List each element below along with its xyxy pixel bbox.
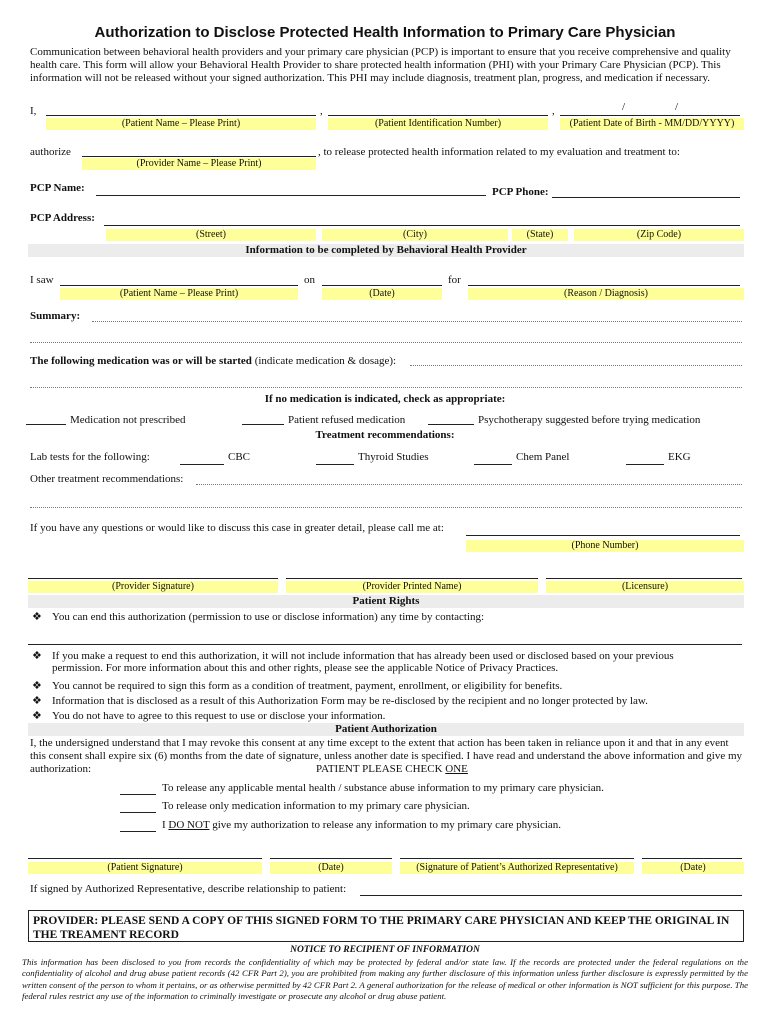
- authorize-label: authorize: [30, 146, 71, 158]
- patient-rights-heading: Patient Rights: [28, 595, 744, 608]
- medication-label: [30, 355, 396, 367]
- opt1-label: To release any applicable mental health / substance abuse information to my primary care physician.: [162, 782, 604, 794]
- thyroid-checkbox[interactable]: [316, 464, 354, 465]
- reason-label: (Reason / Diagnosis): [468, 288, 744, 300]
- intro-paragraph: Communication between behavioral health providers and your primary care physician (PCP) is important to ensure that you receive comprehensive and quality health care. This form will allow your Behavioral Health Provider to share protected health information (PHI) with your Primary Care Physician (PCP). This information will not be released without your signed authorization. This PHI may include diagnosis, treatment plan, progress, and medication if necessary.: [30, 46, 731, 84]
- provider-signature-field[interactable]: [28, 578, 278, 579]
- provider-signature-label: (Provider Signature): [28, 581, 278, 593]
- rep-signature-field[interactable]: [400, 858, 634, 859]
- patient-dob-field[interactable]: [560, 115, 740, 116]
- not-prescribed-checkbox[interactable]: [26, 424, 66, 425]
- patient-name-label: (Patient Name – Please Print): [46, 118, 316, 130]
- medication-rest: (indicate medication & dosage):: [251, 355, 397, 367]
- rights-bullet-2: ❖ If you make a request to end this authorization, it will not include information that has already been used or disclosed based on your previous: [32, 650, 674, 662]
- psychotherapy-label: Psychotherapy suggested before trying medication: [478, 414, 701, 426]
- refused-label: Patient refused medication: [288, 414, 406, 426]
- provider-printed-label: (Provider Printed Name): [286, 581, 538, 593]
- patient-id-label: (Patient Identification Number): [328, 118, 548, 130]
- provider-instruction-box: [28, 910, 744, 942]
- opt2-label: To release only medication information to my primary care physician.: [162, 800, 470, 812]
- licensure-label: (Licensure): [546, 581, 744, 593]
- i-saw-label: I saw: [30, 274, 54, 286]
- not-prescribed-label: Medication not prescribed: [70, 414, 186, 426]
- provider-instruction-text: PROVIDER: PLEASE SEND A COPY OF THIS SIGNED FORM TO THE PRIMARY CARE PHYSICIAN AND KEEP THE ORIGINAL IN THE TREAMENT RECORD: [33, 915, 730, 941]
- saw-patient-field[interactable]: [60, 285, 298, 286]
- thyroid-label: Thyroid Studies: [358, 451, 429, 463]
- for-label: for: [448, 274, 461, 286]
- licensure-field[interactable]: [546, 578, 742, 579]
- notice-text: This information has been disclosed to you from records the confidentiality of which may be protected by federal and/or state law. If the records are protected under the federal regulations on the confidentiality of alcohol and drug abuse patient records (42 CFR Part 2), you are prohibited from making any further disclosure of this information unless further disclosure is expressly permitted by the written consent of the person to whom it pertains, or as otherwise permitted by 42 CFR Part 2. A general authorization for the release of medical or other information is NOT sufficient for this purpose. The federal rules restrict any use of the information to criminally investigate or prosecute any alcohol or drug abuse patient.: [22, 957, 748, 1002]
- provider-name-label: (Provider Name – Please Print): [82, 158, 316, 170]
- saw-date-label: (Date): [322, 288, 442, 300]
- city-label: (City): [322, 229, 508, 241]
- pcp-address-field[interactable]: [104, 225, 740, 226]
- pcp-address-label: PCP Address:: [30, 212, 95, 224]
- rep-relationship-field[interactable]: [360, 895, 742, 896]
- patient-authorization-heading: Patient Authorization: [28, 723, 744, 736]
- summary-label: Summary:: [30, 310, 81, 322]
- treatment-heading: Treatment recommendations:: [315, 429, 455, 441]
- on-label: on: [304, 274, 315, 286]
- patient-date-field[interactable]: [270, 858, 392, 859]
- state-label: (State): [512, 229, 568, 241]
- patient-dob-label: (Patient Date of Birth - MM/DD/YYYY): [560, 118, 744, 130]
- medication-bold: The following medication was or will be started: [30, 355, 252, 367]
- rep-relationship-label: If signed by Authorized Representative, describe relationship to patient:: [30, 883, 347, 895]
- comma-1: ,: [320, 105, 323, 117]
- patient-id-field[interactable]: [328, 115, 548, 116]
- patient-signature-label: (Patient Signature): [28, 862, 262, 874]
- other-line-2[interactable]: [30, 507, 742, 508]
- form-title: Authorization to Disclose Protected Health Information to Primary Care Physician: [94, 24, 676, 41]
- ekg-label: EKG: [668, 451, 691, 463]
- reason-field[interactable]: [468, 285, 740, 286]
- authorize-text: , to release protected health information related to my evaluation and treatment to:: [318, 146, 680, 158]
- ekg-checkbox[interactable]: [626, 464, 664, 465]
- cbc-checkbox[interactable]: [180, 464, 224, 465]
- rep-date-field[interactable]: [642, 858, 742, 859]
- opt3-label: I DO NOT give my authorization to release any information to my primary care physician.: [162, 819, 562, 831]
- opt1-checkbox[interactable]: [120, 794, 156, 795]
- saw-date-field[interactable]: [322, 285, 442, 286]
- refused-checkbox[interactable]: [242, 424, 284, 425]
- pcp-name-field[interactable]: [96, 195, 486, 196]
- psychotherapy-checkbox[interactable]: [428, 424, 474, 425]
- provider-printed-field[interactable]: [286, 578, 538, 579]
- no-medication-heading: If no medication is indicated, check as appropriate:: [264, 393, 506, 405]
- pcp-name-label: PCP Name:: [30, 182, 85, 194]
- rights-bullet-3: ❖ You cannot be required to sign this form as a condition of treatment, payment, enrollment, or eligibility for benefits.: [32, 680, 563, 692]
- authorization-paragraph: I, the undersigned understand that I may revoke this consent at any time except to the extent that action has been taken in reliance upon it and that in any event this consent shall expire six (6) months from the date of signature, unless another date is specified. I have read and understand the above information and give my authorization:: [30, 737, 743, 775]
- opt2-checkbox[interactable]: [120, 812, 156, 813]
- medication-line-2[interactable]: [30, 387, 742, 388]
- contact-field[interactable]: [28, 644, 742, 645]
- provider-section-heading: Information to be completed by Behavioral Health Provider: [28, 244, 744, 257]
- phone-label: (Phone Number): [466, 540, 744, 552]
- phone-field[interactable]: [466, 535, 740, 536]
- rights-bullet-4: ❖ Information that is disclosed as a result of this Authorization Form may be re-disclosed by the recipient and no longer protected by law.: [32, 695, 648, 707]
- opt3-checkbox[interactable]: [120, 831, 156, 832]
- cbc-label: CBC: [228, 451, 251, 463]
- rep-signature-label: (Signature of Patient’s Authorized Representative): [400, 862, 634, 874]
- summary-line-2[interactable]: [30, 342, 742, 343]
- street-label: (Street): [106, 229, 316, 241]
- dob-slash-1: /: [622, 101, 626, 113]
- i-label: I,: [30, 105, 37, 117]
- patient-signature-field[interactable]: [28, 858, 262, 859]
- summary-line-1[interactable]: [92, 321, 742, 322]
- patient-name-field[interactable]: [46, 115, 316, 116]
- rights-bullet-1: ❖ You can end this authorization (permission to use or disclose information) any time by contacting:: [32, 611, 485, 623]
- saw-patient-label: (Patient Name – Please Print): [60, 288, 298, 300]
- pcp-phone-label: PCP Phone:: [492, 186, 549, 198]
- rights-bullet-2-cont: permission. For more information about this and other rights, please see the applicable Notice of Privacy Practices.: [52, 662, 559, 674]
- medication-line-1[interactable]: [410, 365, 742, 366]
- comma-2: ,: [552, 105, 555, 117]
- pcp-phone-field[interactable]: [552, 197, 740, 198]
- rep-date-label: (Date): [642, 862, 744, 874]
- other-treatment-label: Other treatment recommendations:: [30, 473, 184, 485]
- chem-label: Chem Panel: [516, 451, 570, 463]
- check-one-label: PATIENT PLEASE CHECK ONE: [316, 763, 468, 775]
- provider-name-field[interactable]: [82, 156, 316, 157]
- zip-label: (Zip Code): [574, 229, 744, 241]
- dob-slash-2: /: [675, 101, 679, 113]
- chem-checkbox[interactable]: [474, 464, 512, 465]
- patient-date-label: (Date): [270, 862, 392, 874]
- notice-heading: NOTICE TO RECIPIENT OF INFORMATION: [290, 945, 480, 955]
- rights-bullet-5: ❖ You do not have to agree to this request to use or disclose your information.: [32, 710, 386, 722]
- other-line-1[interactable]: [196, 484, 742, 485]
- lab-tests-label: Lab tests for the following:: [30, 451, 150, 463]
- questions-text: If you have any questions or would like to discuss this case in greater detail, please call me at:: [30, 522, 444, 534]
